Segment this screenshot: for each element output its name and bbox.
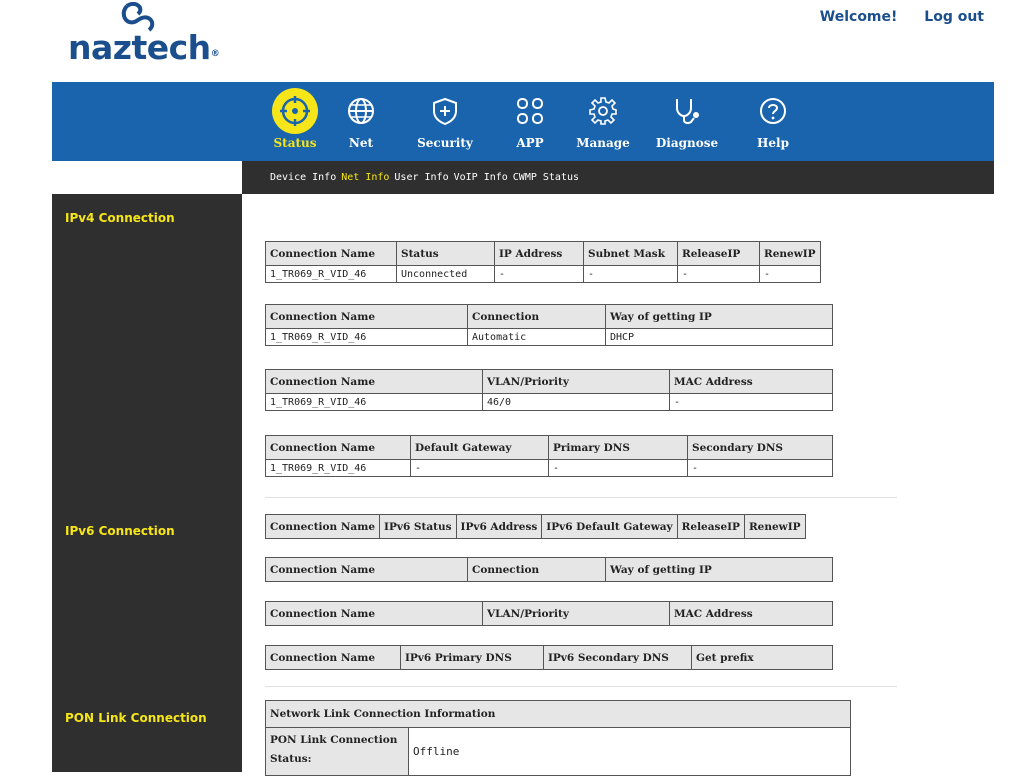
ipv4-dns-table xyxy=(265,435,833,477)
column-header: Secondary DNS xyxy=(688,436,833,460)
ipv4-connection-table xyxy=(265,304,833,346)
column-header: Way of getting IP xyxy=(606,305,833,329)
table-header-row xyxy=(266,436,833,460)
header xyxy=(0,0,1024,82)
stethoscope-icon xyxy=(664,88,710,134)
column-header: Subnet Mask xyxy=(584,242,678,266)
table-header-row xyxy=(266,370,833,394)
table-cell: - xyxy=(549,460,688,477)
table-cell: Unconnected xyxy=(397,266,495,283)
column-header: Primary DNS xyxy=(549,436,688,460)
table-header-row xyxy=(266,558,833,582)
nav-help[interactable] xyxy=(738,88,808,158)
column-header: ReleaseIP xyxy=(677,515,744,539)
column-header: Default Gateway xyxy=(411,436,549,460)
table-row xyxy=(266,460,833,477)
column-header: Get prefix xyxy=(692,646,833,670)
column-header: Connection Name xyxy=(266,370,483,394)
column-header: VLAN/Priority xyxy=(483,602,670,626)
column-header: RenewIP xyxy=(760,242,821,266)
app-grid-icon xyxy=(507,88,553,134)
column-header: VLAN/Priority xyxy=(483,370,670,394)
globe-icon xyxy=(338,88,384,134)
nav-app-label: APP xyxy=(516,136,544,150)
column-header: Connection xyxy=(468,558,606,582)
table-cell: - xyxy=(678,266,760,283)
column-header: RenewIP xyxy=(744,515,805,539)
naztech-logo[interactable] xyxy=(68,2,238,72)
table-cell: 1_TR069_R_VID_46 xyxy=(266,394,483,411)
ipv6-vlan-table xyxy=(265,601,833,626)
welcome-link[interactable]: Welcome! xyxy=(819,9,898,25)
tab-voip-info[interactable]: VoIP Info xyxy=(453,172,508,183)
tab-user-info[interactable]: User Info xyxy=(394,172,449,183)
target-icon xyxy=(272,88,318,134)
shield-plus-icon xyxy=(422,88,468,134)
nav-net[interactable] xyxy=(326,88,396,158)
nav-manage-label: Manage xyxy=(576,136,630,150)
nav-status[interactable] xyxy=(260,88,330,158)
ipv6-connection-table xyxy=(265,557,833,582)
tab-net-info[interactable]: Net Info xyxy=(341,172,390,183)
column-header: IP Address xyxy=(495,242,584,266)
nav-manage[interactable] xyxy=(568,88,638,158)
main-content xyxy=(242,194,994,772)
table-cell: 1_TR069_R_VID_46 xyxy=(266,460,411,477)
pon-section-label: PON Link Connection xyxy=(65,711,207,725)
section-divider xyxy=(265,497,897,498)
table-cell: - xyxy=(584,266,678,283)
table-row xyxy=(266,394,833,411)
table-cell: - xyxy=(495,266,584,283)
table-cell: - xyxy=(760,266,821,283)
column-header: MAC Address xyxy=(670,602,833,626)
ipv4-vlan-table xyxy=(265,369,833,411)
nav-help-label: Help xyxy=(757,136,789,150)
section-divider xyxy=(265,686,897,687)
table-row xyxy=(266,728,851,776)
pon-status-label: PON Link Connection Status: xyxy=(266,728,409,776)
nav-security-label: Security xyxy=(417,136,473,150)
column-header: IPv6 Secondary DNS xyxy=(544,646,692,670)
ipv4-status-table xyxy=(265,241,821,283)
column-header: Connection Name xyxy=(266,602,483,626)
column-header: Connection xyxy=(468,305,606,329)
table-header-row xyxy=(266,701,851,728)
nav-app[interactable] xyxy=(495,88,565,158)
column-header: MAC Address xyxy=(670,370,833,394)
nav-security[interactable] xyxy=(410,88,480,158)
column-header: Connection Name xyxy=(266,515,380,539)
gear-icon xyxy=(580,88,626,134)
column-header: ReleaseIP xyxy=(678,242,760,266)
nav-diagnose-label: Diagnose xyxy=(655,136,719,150)
pon-status-value: Offline xyxy=(409,728,851,776)
logout-link[interactable]: Log out xyxy=(924,9,984,25)
ipv4-section-label: IPv4 Connection xyxy=(65,211,175,225)
subnav-tabs xyxy=(270,172,584,183)
nav-status-label: Status xyxy=(273,136,317,150)
column-header: Status xyxy=(397,242,495,266)
table-header-row xyxy=(266,305,833,329)
table-row xyxy=(266,329,833,346)
column-header: IPv6 Address xyxy=(456,515,542,539)
tab-cwmp-status[interactable]: CWMP Status xyxy=(512,172,580,183)
table-header-row xyxy=(266,646,833,670)
pon-table-title: Network Link Connection Information xyxy=(266,701,851,728)
column-header: IPv6 Default Gateway xyxy=(542,515,677,539)
table-cell: 1_TR069_R_VID_46 xyxy=(266,266,397,283)
table-cell: - xyxy=(411,460,549,477)
nav-net-label: Net xyxy=(348,136,374,150)
help-icon xyxy=(750,88,796,134)
tab-device-info[interactable]: Device Info xyxy=(270,172,337,183)
table-header-row xyxy=(266,602,833,626)
ipv6-dns-table xyxy=(265,645,833,670)
brand-name: naztech® xyxy=(68,28,220,67)
table-cell: Automatic xyxy=(468,329,606,346)
column-header: Connection Name xyxy=(266,305,468,329)
column-header: Way of getting IP xyxy=(606,558,833,582)
column-header: Connection Name xyxy=(266,436,411,460)
table-cell: - xyxy=(670,394,833,411)
column-header: Connection Name xyxy=(266,558,468,582)
table-header-row xyxy=(266,515,806,539)
section-sidebar xyxy=(52,194,242,772)
table-cell: 46/0 xyxy=(483,394,670,411)
column-header: IPv6 Primary DNS xyxy=(401,646,544,670)
table-header-row xyxy=(266,242,821,266)
ipv6-section-label: IPv6 Connection xyxy=(65,524,175,538)
nav-diagnose[interactable] xyxy=(652,88,722,158)
column-header: Connection Name xyxy=(266,242,397,266)
main-navbar xyxy=(52,82,994,161)
table-cell: - xyxy=(688,460,833,477)
table-cell: DHCP xyxy=(606,329,833,346)
table-cell: 1_TR069_R_VID_46 xyxy=(266,329,468,346)
top-links xyxy=(798,9,984,25)
sub-navbar xyxy=(242,161,994,194)
column-header: Connection Name xyxy=(266,646,401,670)
column-header: IPv6 Status xyxy=(380,515,457,539)
pon-link-table xyxy=(265,700,851,776)
table-row xyxy=(266,266,821,283)
ipv6-status-table xyxy=(265,514,806,539)
